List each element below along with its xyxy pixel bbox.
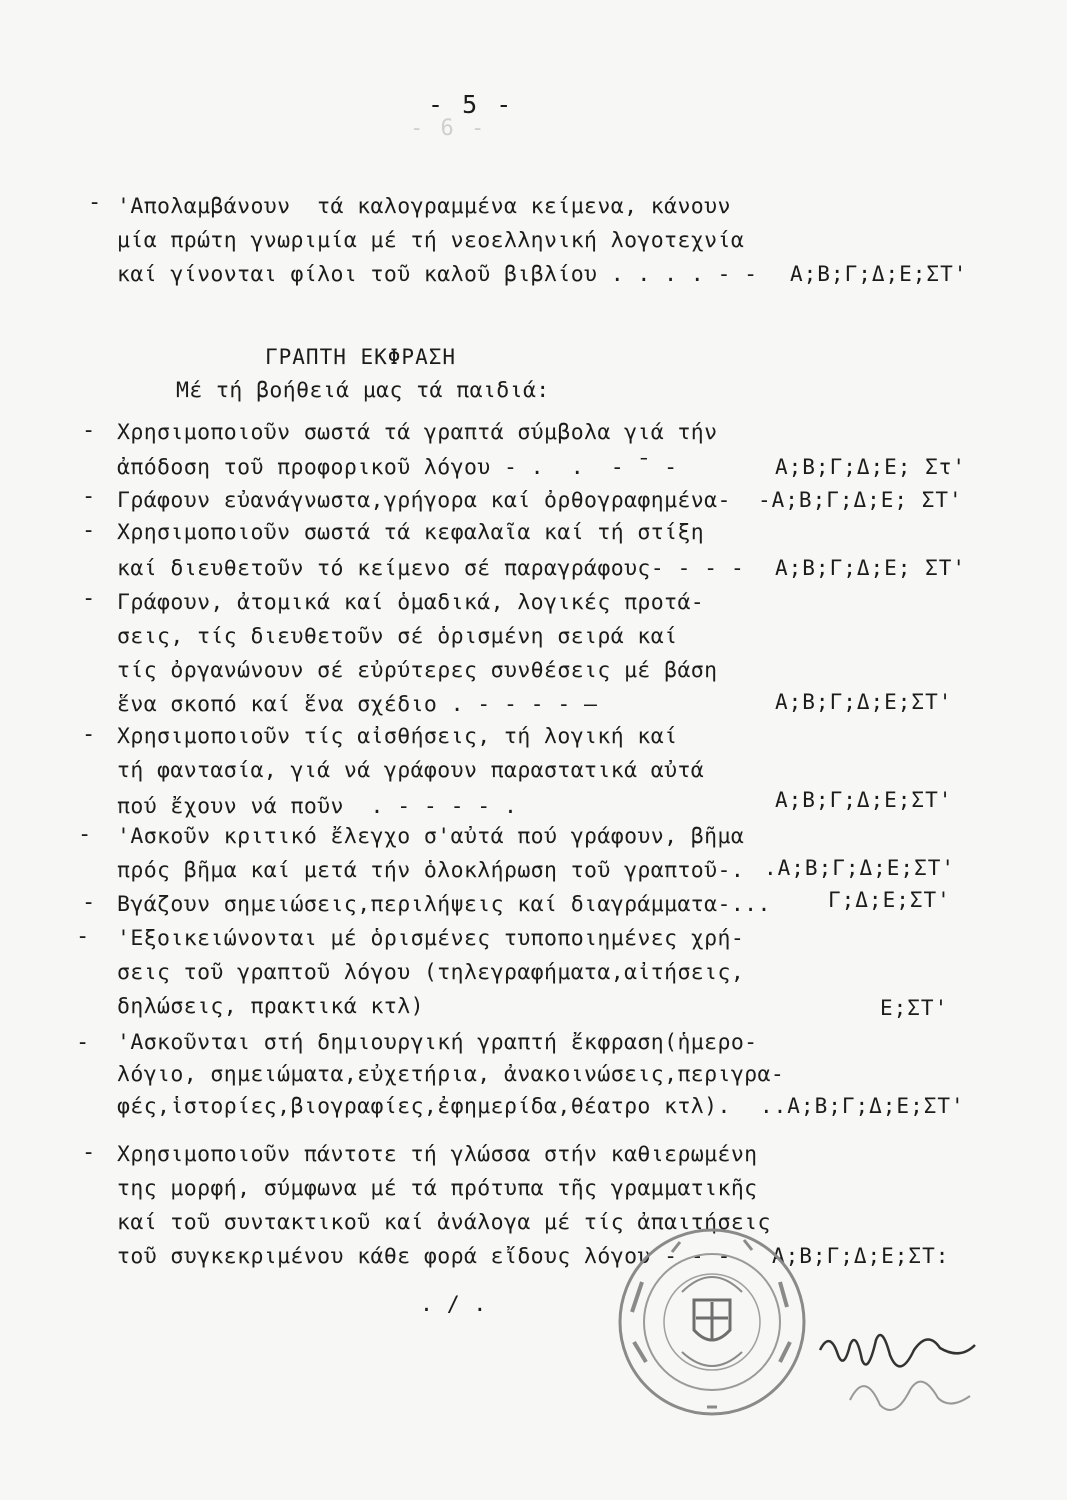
item-line: 'Ασκοῦνται στή δημιουργική γραπτή ἔκφραση(ἡμερο-: [117, 1030, 758, 1055]
section-intro: Μέ τή βοήθειά μας τά παιδιά:: [176, 378, 550, 403]
bullet-dash: -: [82, 722, 96, 747]
item-line: σεις τοῦ γραπτοῦ λόγου (τηλεγραφήματα,αἰτήσεις,: [117, 960, 745, 985]
bullet-dash: -: [76, 924, 90, 949]
item-line: πρός βῆμα καί μετά τήν ὁλοκλήρωση τοῦ γραπτοῦ-.: [117, 858, 745, 883]
grade-levels: Ε;ΣΤ': [880, 996, 949, 1020]
item-line: Χρησιμοποιοῦν πάντοτε τή γλώσσα στήν καθιερωμένη: [117, 1142, 758, 1167]
bullet-dash: -: [88, 190, 102, 215]
item-line: φές,ἱστορίες,βιογραφίες,ἐφημερίδα,θέατρο κτλ).: [117, 1094, 731, 1119]
item-line: καί τοῦ συντακτικοῦ καί ἀνάλογα μέ τίς ἀπαιτήσεις: [117, 1210, 771, 1235]
item-line: δηλώσεις, πρακτικά κτλ): [117, 994, 424, 1019]
item-line: ἀπόδοση τοῦ προφορικοῦ λόγου - . . - ˉ -: [117, 455, 678, 480]
item-line: σεις, τίς διευθετοῦν σέ ὁρισμένη σειρά καί: [117, 624, 678, 649]
item-line: Βγάζουν σημειώσεις,περιλήψεις καί διαγράμματα-...: [117, 892, 771, 917]
item-line: πού ἔχουν νά ποῦν . - - - - .: [117, 794, 518, 819]
item-line: 'Απολαμβάνουν τά καλογραμμένα κείμενα, κάνουν: [117, 194, 731, 219]
bullet-dash: -: [82, 518, 96, 543]
bullet-dash: -: [76, 1030, 90, 1055]
item-line: ἕνα σκοπό καί ἕνα σχέδιο . - - - - —: [117, 692, 598, 717]
item-line: τοῦ συγκεκριμένου κάθε φορά εἴδους λόγου - - -: [117, 1244, 731, 1269]
page-number: - 5 -: [428, 90, 514, 119]
bleed-through-page-number: - 6 -: [410, 116, 487, 141]
grade-levels: Α;Β;Γ;Δ;Ε;ΣΤ:: [772, 1244, 950, 1268]
grade-levels: Γ;Δ;Ε;ΣΤ': [828, 888, 951, 912]
continuation-mark: . / .: [420, 1292, 487, 1317]
item-line: Χρησιμοποιοῦν τίς αἰσθήσεις, τή λογική καί: [117, 724, 678, 749]
grade-levels: ..Α;Β;Γ;Δ;Ε;ΣΤ': [760, 1094, 965, 1118]
item-line: καί γίνονται φίλοι τοῦ καλοῦ βιβλίου . . . . - -: [117, 262, 758, 287]
grade-levels: .Α;Β;Γ;Δ;Ε;ΣΤ': [764, 856, 956, 880]
grade-levels: Α;Β;Γ;Δ;Ε;ΣΤ': [790, 262, 968, 286]
item-line: Χρησιμοποιοῦν σωστά τά γραπτά σύμβολα γιά τήν: [117, 420, 718, 445]
grade-levels: -Α;Β;Γ;Δ;Ε; ΣΤ': [758, 488, 963, 512]
bullet-dash: -: [82, 418, 96, 443]
section-heading: ΓΡΑΠΤΗ ΕΚΦΡΑΣΗ: [265, 345, 457, 369]
grade-levels: Α;Β;Γ;Δ;Ε;ΣΤ': [775, 788, 953, 812]
item-line: 'Εξοικειώνονται μέ ὁρισμένες τυποποιημένες χρή-: [117, 926, 745, 951]
item-line: λόγιο, σημειώματα,εὐχετήρια, ἀνακοινώσεις,περιγρα-: [117, 1062, 785, 1087]
item-line: καί διευθετοῦν τό κείμενο σέ παραγράφους- - - -: [117, 556, 745, 581]
item-line: της μορφή, σύμφωνα μέ τά πρότυπα τῆς γραμματικῆς: [117, 1176, 758, 1201]
handwritten-signature: [810, 1310, 980, 1430]
item-line: Γράφουν εὐανάγνωστα,γρήγορα καί ὀρθογραφημένα-: [117, 488, 731, 513]
bullet-dash: -: [82, 586, 96, 611]
grade-levels: Α;Β;Γ;Δ;Ε; ΣΤ': [775, 556, 967, 580]
grade-levels: Α;Β;Γ;Δ;Ε; Στ': [775, 455, 967, 479]
bullet-dash: -: [82, 484, 96, 509]
item-line: τή φαντασία, γιά νά γράφουν παραστατικά αὐτά: [117, 758, 705, 783]
item-line: μία πρώτη γνωριμία μέ τή νεοελληνική λογοτεχνία: [117, 228, 745, 253]
grade-levels: Α;Β;Γ;Δ;Ε;ΣΤ': [775, 690, 953, 714]
item-line: Χρησιμοποιοῦν σωστά τά κεφαλαῖα καί τή στίξη: [117, 520, 705, 545]
bullet-dash: -: [82, 1140, 96, 1165]
item-line: 'Ασκοῦν κριτικό ἔλεγχο σ'αὐτά πού γράφουν, βῆμα: [117, 824, 745, 849]
bullet-dash: -: [78, 822, 92, 847]
item-line: τίς ὀργανώνουν σέ εὐρύτερες συνθέσεις μέ βάση: [117, 658, 718, 683]
bullet-dash: -: [82, 890, 96, 915]
item-line: Γράφουν, ἀτομικά καί ὁμαδικά, λογικές προτά-: [117, 590, 705, 615]
official-seal-stamp: [612, 1222, 812, 1422]
